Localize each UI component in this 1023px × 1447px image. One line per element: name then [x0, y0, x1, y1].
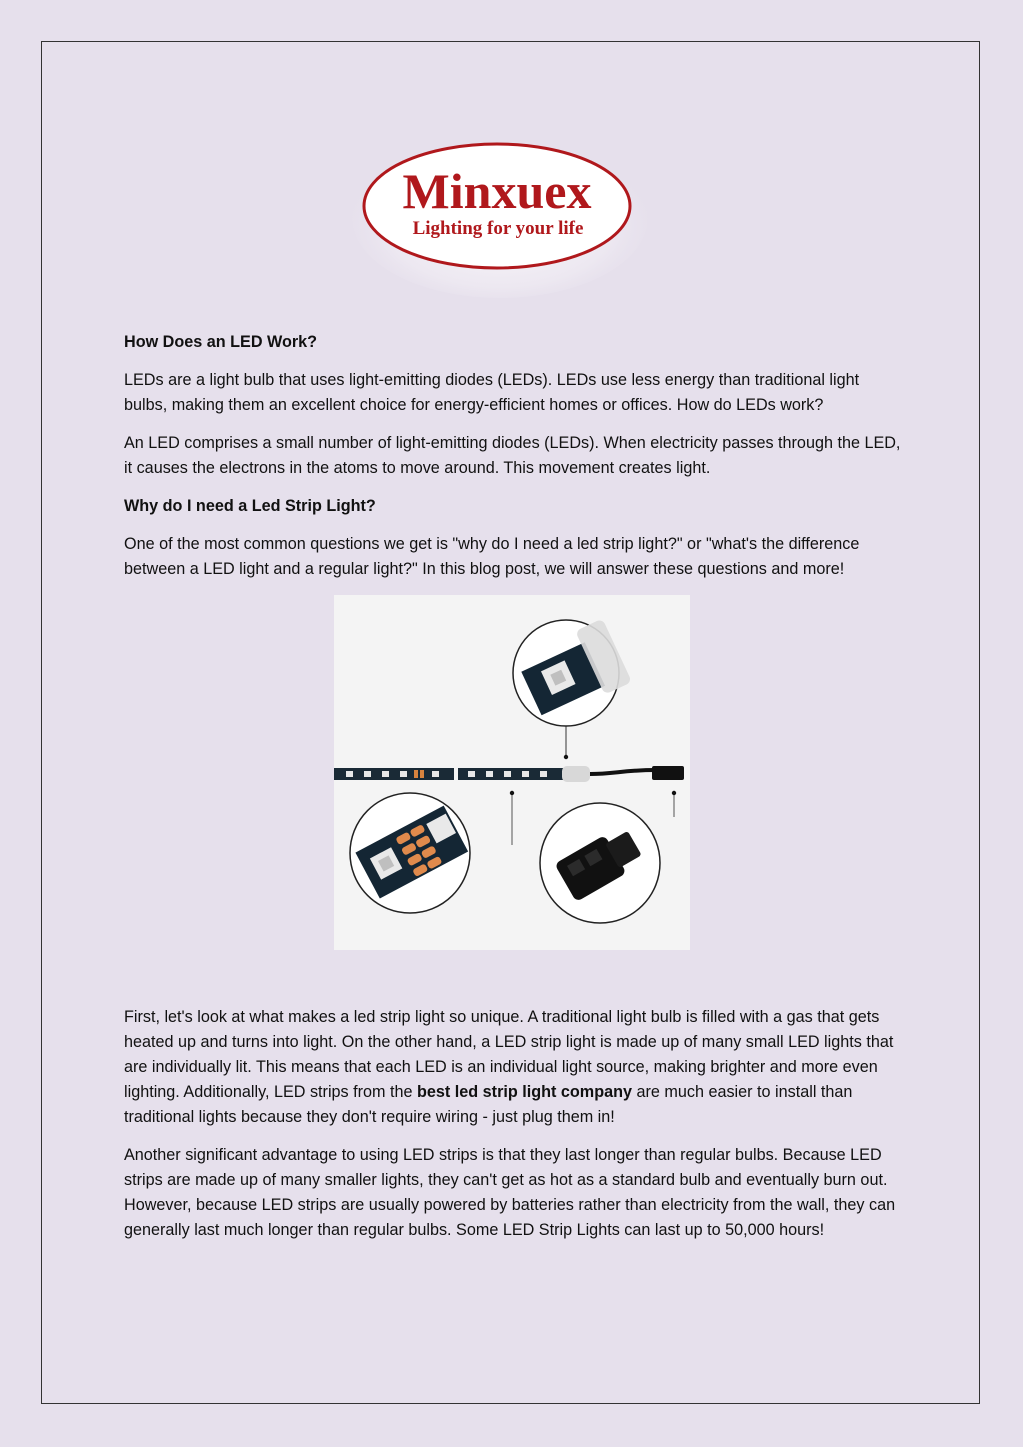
logo-tagline-text: Lighting for your life	[412, 218, 584, 239]
article-content	[124, 330, 904, 1256]
best-led-strip-link[interactable]: best led strip light company	[417, 1083, 632, 1101]
led-strip-image	[334, 595, 690, 950]
led-strip-photo-icon	[334, 595, 690, 950]
paragraph	[124, 1005, 904, 1130]
paragraph: One of the most common questions we get is "why do I need a led strip light?" or "what's the difference between a LED light and a regular light?" In this blog post, we will answer these questions and more!	[124, 535, 860, 578]
brand-logo	[350, 128, 650, 298]
paragraph: Another significant advantage to using LED strips is that they last longer than regular bulbs. Because LED strips are made up of many smaller lights, they can't get as hot as a standard bulb and eventually burn out. However, because LED strips are usually powered by batteries rather than electricity from the wall, they can generally last much longer than regular bulbs. Some LED Strip Lights can last up to 50,000 hours!	[124, 1146, 896, 1239]
logo-emblem	[350, 128, 650, 298]
heading-why-led-strip: Why do I need a Led Strip Light?	[124, 497, 376, 515]
paragraph: LEDs are a light bulb that uses light-emitting diodes (LEDs). LEDs use less energy than traditional light bulbs, making them an excellent choice for energy-efficient homes or offices. How do LEDs work?	[124, 371, 860, 414]
paragraph-text: First, let's look at what makes a led strip light so unique. A traditional light bulb is filled with a gas that gets heated up and turns into light. On the other hand, a LED strip light is made up of many small LED lights that are individually lit. This means that each LED is an individual light source, making brighter and more even lighting. Additionally, LED strips from the	[124, 1008, 894, 1101]
paragraph-text: are much easier to install than traditional lights because they don't require wiring - just plug them in!	[124, 1083, 853, 1126]
paragraph: An LED comprises a small number of light-emitting diodes (LEDs). When electricity passes through the LED, it causes the electrons in the atoms to move around. This movement creates light.	[124, 434, 901, 477]
logo-brand-text: Minxuex	[402, 163, 592, 219]
heading-how-led-works: How Does an LED Work?	[124, 333, 318, 351]
